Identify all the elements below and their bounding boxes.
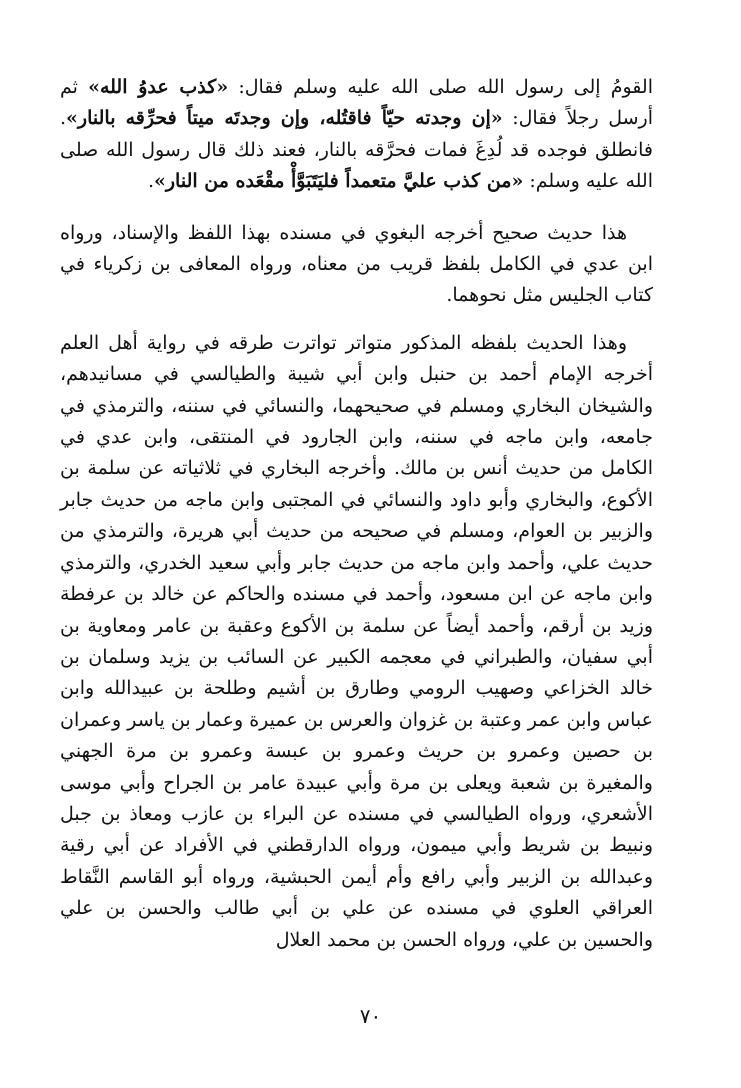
page-number: ٧٠ bbox=[359, 1004, 382, 1028]
hadith-quote: «كذب عدوُ الله» bbox=[88, 76, 229, 98]
narrative-text: القومُ إلى رسول الله صلى الله عليه وسلم فقال: bbox=[228, 76, 653, 98]
narrative-text: . bbox=[147, 170, 154, 193]
hadith-quote: «من كذب عليَّ متعمداً فليَتَبَوَّأْ مقْعَده من النار» bbox=[154, 170, 524, 193]
hadith-narrative-paragraph bbox=[60, 72, 653, 198]
document-page bbox=[60, 72, 653, 1048]
hadith-quote: «إن وجدته حيّاً فاقتُله، وإن وجدتَه ميتاً فحرِّقه بالنار» bbox=[66, 107, 503, 130]
narrative-text: ثم أرسل رجلاً فقال: bbox=[60, 76, 653, 130]
source-note-paragraph: هذا حديث صحيح أخرجه البغوي في مسنده بهذا اللفظ والإسناد، ورواه ابن عدي في الكامل بلفظ قريب من معناه، ورواه المعافى بن زكرياء في كتاب الجليس مثل نحوهما. bbox=[60, 221, 653, 307]
narrative-text: . فانطلق فوجده قد لُدِغَ فمات فحرَّقه بالنار، فعند ذلك قال رسول الله صلى الله عليه وسلم: bbox=[60, 107, 653, 193]
narration-chains-paragraph: وهذا الحديث بلفظه المذكور متواتر تواترت طرقه في رواية أهل العلم أخرجه الإمام أحمد بن حنبل وابن أبي شيبة والطيالسي في مسانيدهم، والشيخان البخاري ومسلم في صحيحهما، والنسائي في سننه، والترمذي في جامعه، وابن ماجه في سننه، وابن الجارود في المنتقى، وابن عدي في الكامل من حديث أنس بن مالك. وأخرجه البخاري في ثلاثياته عن سلمة بن الأكوع، والبخاري وأبو داود والنسائي في المجتبى وابن ماجه من حديث جابر والزبير بن العوام، ومسلم في صحيحه من حديث أبي هريرة، والترمذي من حديث علي، وأحمد وابن ماجه من حديث جابر وأبي سعيد الخدري، والترمذي وابن ماجه عن ابن مسعود، وأحمد في مسنده والحاكم عن خالد بن عرفطة وزيد بن أرقم، وأحمد أيضاً عن سلمة بن الأكوع وعقبة بن عامر ومعاوية بن أبي سفيان، والطبراني في معجمه الكبير عن السائب بن يزيد وسلمان بن خالد الخزاعي وصهيب الرومي وطارق بن أشيم وطلحة بن عبيدالله وابن عباس وابن عمر وعتبة بن غزوان والعرس بن عميرة وعمار بن ياسر وعمران بن حصين وعمرو بن حريث وعمرو بن عبسة وعمرو بن مرة الجهني والمغيرة بن شعبة ويعلى بن مرة وأبي عبيدة عامر بن الجراح وأبي موسى الأشعري، ورواه الطيالسي في مسنده عن البراء بن عازب ومعاذ بن جبل ونبيط بن شريط وأبي ميمون، ورواه الدارقطني في الأفراد عن أبي رقية وعبدالله بن الزبير وأبي رافع وأم أيمن الحبشية، ورواه أبو القاسم النَّقاط العراقي العلوي في مسنده عن علي بن أبي طالب والحسن بن علي والحسين بن علي، ورواه الحسن بن محمد العلال bbox=[60, 331, 653, 951]
